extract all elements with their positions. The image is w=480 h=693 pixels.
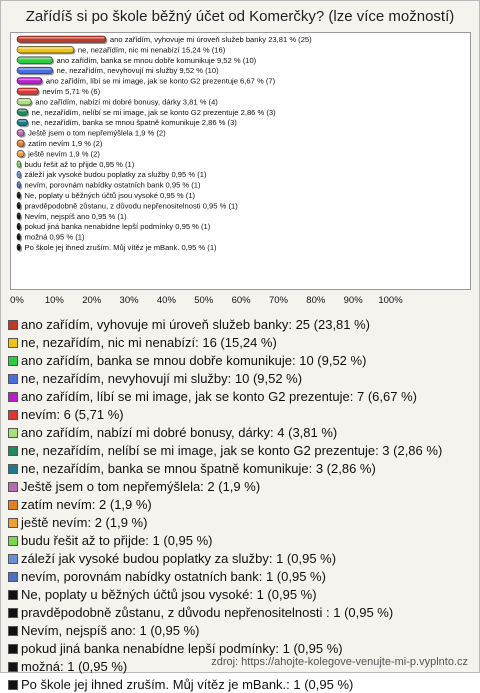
legend-swatch <box>8 500 18 510</box>
legend-item <box>8 405 474 423</box>
legend-swatch <box>8 680 18 690</box>
legend-label: ano zařídím, banka se mnou dobře komunikuje: 10 (9,52 %) <box>21 353 367 368</box>
bar-highlight <box>19 141 23 143</box>
legend-swatch <box>8 464 18 474</box>
x-tick-label: 80% <box>306 295 326 306</box>
bar-label: Nevím, nejspíš ano 0,95 % (1) <box>24 211 127 221</box>
bar-highlight <box>19 245 20 247</box>
bar-highlight <box>19 172 20 174</box>
legend-swatch <box>8 608 18 618</box>
bar <box>17 182 21 189</box>
legend-item <box>8 531 474 549</box>
legend-item <box>8 387 474 405</box>
bar <box>17 130 24 137</box>
bar <box>17 223 21 230</box>
x-tick-label: 0% <box>10 295 24 306</box>
legend-item <box>8 333 474 351</box>
bar-highlight <box>19 203 20 205</box>
x-tick-label: 10% <box>44 295 64 306</box>
legend-item <box>8 513 474 531</box>
bar-label: Ne, poplaty u běžných účtů jsou vysoké 0,95 % (1) <box>24 191 196 200</box>
bar-highlight <box>19 193 20 195</box>
bar <box>17 78 42 85</box>
legend-label: pokud jiná banka nenabídne lepší podmínky: 1 (0,95 %) <box>21 641 343 656</box>
legend-item <box>8 639 474 657</box>
legend-swatch <box>8 554 18 564</box>
legend-label: nevím, porovnám nabídky ostatních bank: 1 (0,95 %) <box>21 569 326 584</box>
bar-label: Po škole jej ihned zruším. Můj vítěz je mBank. 0,95 % (1) <box>24 243 217 252</box>
legend-swatch <box>8 374 18 384</box>
bar <box>17 88 38 95</box>
legend-swatch <box>8 410 18 420</box>
legend-swatch <box>8 536 18 546</box>
legend-label: záleží jak vysoké budou poplatky za služby: 1 (0,95 %) <box>21 551 337 566</box>
legend-item <box>8 423 474 441</box>
bar <box>17 109 28 116</box>
legend-item <box>8 477 474 495</box>
legend-swatch <box>8 590 18 600</box>
legend-item <box>8 585 474 603</box>
legend-item <box>8 603 474 621</box>
bar-highlight <box>19 235 20 237</box>
bar-label: nevím, porovnám nabídky ostatních bank 0,95 % (1) <box>24 180 201 190</box>
bar-label: ne, nezařídím, banka se mnou špatně komunikuje 2,86 % (3) <box>31 118 237 128</box>
bar-highlight <box>19 183 20 185</box>
legend-label: Nevím, nejspíš ano: 1 (0,95 %) <box>21 623 200 638</box>
bar <box>17 57 53 64</box>
bar-label: nevím 5,71 % (6) <box>42 87 101 96</box>
chart-title: Zařídíš si po škole běžný účet od Komerčky? (lze více možností) <box>25 8 455 25</box>
legend-label: ano zařídím, nabízí mi dobré bonusy, dárky: 4 (3,81 %) <box>21 425 338 440</box>
x-tick-label: 90% <box>343 295 363 306</box>
bar-highlight <box>19 89 37 91</box>
legend-item <box>8 369 474 387</box>
legend-swatch <box>8 644 18 654</box>
bar-label: Ještě jsem o tom nepřemýšlela 1,9 % (2) <box>28 128 166 138</box>
bar-label: ano zařídím, nabízí mi dobré bonusy, dárky 3,81 % (4) <box>35 97 218 107</box>
bar-label: pravděpodobně zůstanu, z důvodu nepřenositelnosti 0,95 % (1) <box>24 201 238 211</box>
bar-highlight <box>19 131 23 133</box>
legend-swatch <box>8 356 18 366</box>
legend-label: ne, nezařídím, nic mi nenabízí: 16 (15,24 %) <box>21 335 277 350</box>
bar <box>17 244 21 251</box>
bar <box>17 98 31 105</box>
legend-label: zatím nevím: 2 (1,9 %) <box>21 497 152 512</box>
x-tick-label: 70% <box>268 295 288 306</box>
x-tick-label: 40% <box>156 295 176 306</box>
legend-label: ne, nezařídím, nelíbí se mi image, jak se konto G2 prezentuje: 3 (2,86 %) <box>21 443 443 458</box>
bar-highlight <box>19 110 27 112</box>
bar <box>17 67 53 74</box>
legend-swatch <box>8 662 18 672</box>
bar <box>17 119 28 126</box>
x-tick-label: 60% <box>231 295 251 306</box>
legend-label: ještě nevím: 2 (1,9 %) <box>21 515 148 530</box>
bar-highlight <box>19 224 20 226</box>
bar-highlight <box>19 151 23 153</box>
bar-label: zatím nevím 1,9 % (2) <box>28 139 103 148</box>
bar-highlight <box>19 214 20 216</box>
legend-label: Po škole jej ihned zruším. Můj vítěz je mBank.: 1 (0,95 %) <box>21 677 354 692</box>
bar-label: budu řešit až to přijde 0,95 % (1) <box>24 159 135 169</box>
bar-label: ano zařídím, banka se mnou dobře komunikuje 9,52 % (10) <box>56 55 257 65</box>
bar-label: záleží jak vysoké budou poplatky za služby 0,95 % (1) <box>24 170 207 180</box>
legend-item <box>8 621 474 639</box>
bar <box>17 171 21 178</box>
legend-swatch <box>8 518 18 528</box>
legend-label: Ještě jsem o tom nepřemýšlela: 2 (1,9 %) <box>21 479 261 494</box>
bar <box>17 161 21 168</box>
bar-highlight <box>19 120 27 122</box>
bar-label: ještě nevím 1,9 % (2) <box>28 149 100 159</box>
bar <box>17 46 74 53</box>
legend-swatch <box>8 392 18 402</box>
bar <box>17 234 21 241</box>
x-tick-label: 50% <box>194 295 214 306</box>
legend-label: budu řešit až to přijde: 1 (0,95 %) <box>21 533 213 548</box>
legend-label: ne, nezařídím, nevyhovují mi služby: 10 (9,52 %) <box>21 371 303 386</box>
legend-label: ne, nezařídím, banka se mnou špatně komunikuje: 3 (2,86 %) <box>21 461 376 476</box>
legend <box>8 315 474 693</box>
x-tick-label: 30% <box>119 295 139 306</box>
legend-swatch <box>8 482 18 492</box>
bar-highlight <box>19 58 52 60</box>
source-note: zdroj: https://ahojte-kolegove-venujte-mi-p.vyplnto.cz <box>211 656 468 668</box>
legend-item <box>8 567 474 585</box>
legend-item <box>8 549 474 567</box>
bar-label: ne, nezařídím, nic mi nenabízí 15,24 % (16) <box>77 45 226 55</box>
legend-swatch <box>8 626 18 636</box>
legend-swatch <box>8 320 18 330</box>
legend-item <box>8 351 474 369</box>
legend-swatch <box>8 428 18 438</box>
bar <box>17 213 21 220</box>
bar-highlight <box>19 68 52 70</box>
bar-label: ano zařídím, vyhovuje mi úroveň služeb banky 23,81 % (25) <box>109 35 312 44</box>
legend-item <box>8 441 474 459</box>
bar-highlight <box>19 99 30 101</box>
bar-highlight <box>19 162 20 164</box>
legend-label: Ne, poplaty u běžných účtů jsou vysoké: 1 (0,95 %) <box>21 587 317 602</box>
bar-highlight <box>19 79 41 81</box>
legend-swatch <box>8 338 18 348</box>
bar-highlight <box>19 47 73 49</box>
legend-swatch <box>8 572 18 582</box>
bar-highlight <box>19 37 105 39</box>
legend-label: možná: 1 (0,95 %) <box>21 659 128 674</box>
bar <box>17 150 24 157</box>
bar-label: ne, nezařídím, nelíbí se mi image, jak se konto G2 prezentuje 2,86 % (3) <box>31 107 276 117</box>
legend-label: ano zařídím, vyhovuje mi úroveň služeb banky: 25 (23,81 %) <box>21 317 371 332</box>
legend-label: pravděpodobně zůstanu, z důvodu nepřenositelnosti : 1 (0,95 %) <box>21 605 394 620</box>
legend-label: ano zařídím, líbí se mi image, jak se konto G2 prezentuje: 7 (6,67 %) <box>21 389 417 404</box>
bar-chart <box>0 0 480 312</box>
legend-item <box>8 459 474 477</box>
bar-label: pokud jiná banka nenabídne lepší podmínky 0,95 % (1) <box>24 222 211 232</box>
bar <box>17 202 21 209</box>
legend-swatch <box>8 446 18 456</box>
bar-label: možná 0,95 % (1) <box>24 232 85 242</box>
bar <box>17 36 106 43</box>
bar <box>17 140 24 147</box>
legend-item <box>8 675 474 693</box>
bar <box>17 192 21 199</box>
bar-label: ano zařídím, líbí se mi image, jak se konto G2 prezentuje 6,67 % (7) <box>45 76 276 86</box>
legend-item <box>8 495 474 513</box>
x-tick-label: 100% <box>378 295 403 306</box>
legend-item <box>8 315 474 333</box>
bar-label: ne, nezařídím, nevyhovují mi služby 9,52 % (10) <box>56 66 219 76</box>
x-tick-label: 20% <box>82 295 102 306</box>
legend-label: nevím: 6 (5,71 %) <box>21 407 124 422</box>
